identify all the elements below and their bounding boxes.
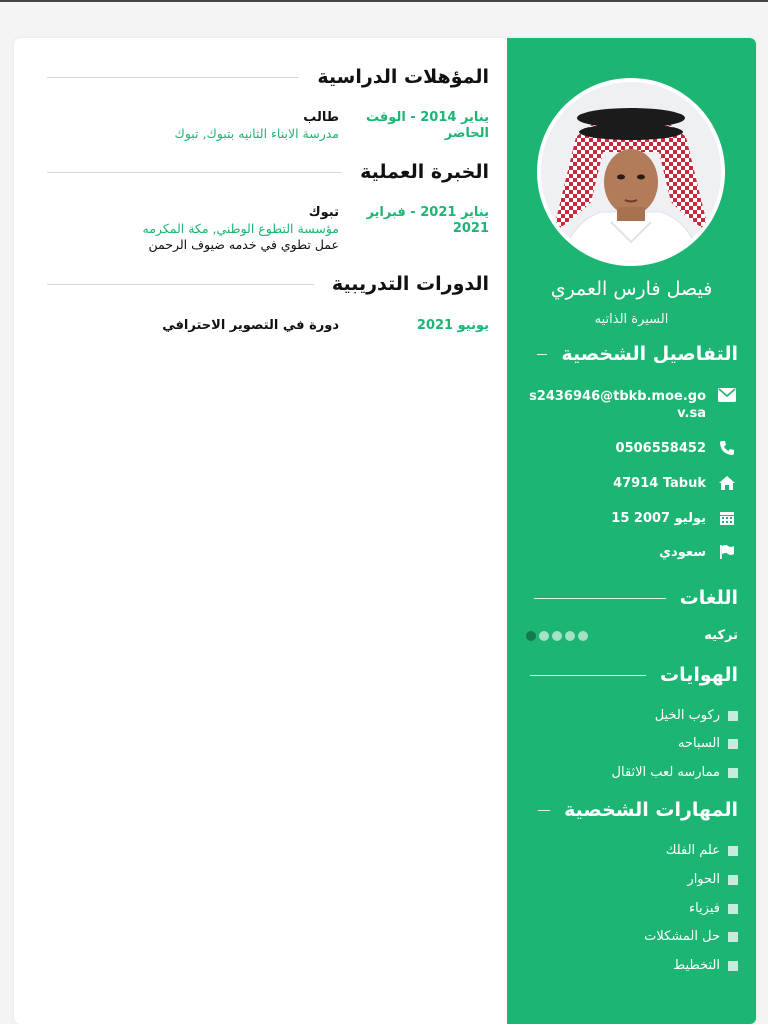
course-title: دورة في التصوير الاحترافي — [162, 318, 339, 333]
skill-item — [644, 929, 738, 944]
personal-details-heading — [537, 343, 738, 365]
person-name: فيصل فارس العمري — [550, 278, 713, 300]
skill-item — [666, 843, 738, 858]
bullet-square — [728, 961, 738, 971]
level-dot — [526, 631, 536, 641]
education-place: مدرسة الابناء الثانيه بتبوك, تبوك — [174, 126, 339, 141]
skill-label: التخطيط — [673, 958, 720, 973]
home-icon — [716, 475, 738, 491]
skill-label: الحوار — [687, 872, 720, 887]
experience-description: عمل تطوي في خدمه ضيوف الرحمن — [148, 237, 339, 252]
nationality-row — [526, 544, 738, 561]
language-name: تركيه — [704, 628, 738, 643]
heading-divider — [530, 675, 646, 676]
skills-heading-text: المهارات الشخصية — [564, 799, 738, 821]
skill-item — [687, 872, 738, 887]
education-title: طالب — [303, 110, 339, 125]
education-heading-text: المؤهلات الدراسية — [317, 66, 489, 88]
level-dot — [578, 631, 588, 641]
education-body — [44, 110, 339, 142]
heading-divider — [47, 284, 314, 285]
top-border — [0, 0, 768, 2]
level-dot — [565, 631, 575, 641]
skill-label: علم الفلك — [665, 843, 720, 858]
experience-date: يناير 2021 - فبراير 2021 — [366, 205, 489, 236]
skill-item — [673, 958, 738, 973]
resume-sheet — [14, 38, 756, 1024]
envelope-icon — [716, 388, 738, 402]
hobby-label: السباحه — [677, 736, 720, 751]
courses-heading-text: الدورات التدريبية — [331, 273, 489, 295]
hobby-item — [612, 765, 738, 780]
hobby-item — [678, 736, 738, 751]
hobbies-heading-text: الهوايات — [660, 664, 738, 686]
nationality-value: سعودي — [659, 545, 706, 560]
languages-heading — [534, 587, 738, 609]
course-date: يونيو 2021 — [416, 318, 489, 333]
profile-photo — [541, 82, 721, 262]
languages-heading-text: اللغات — [679, 587, 738, 609]
phone-value: 0506558452 — [615, 441, 706, 456]
level-dot — [552, 631, 562, 641]
birthdate-row — [526, 510, 738, 527]
experience-body — [44, 205, 339, 253]
bullet-square — [728, 739, 738, 749]
bullet-square — [728, 711, 738, 721]
sidebar — [507, 38, 756, 1024]
address-row — [526, 475, 738, 492]
language-row — [526, 628, 738, 643]
experience-entry — [44, 205, 489, 253]
hobby-label: ممارسه لعب الاثقال — [611, 765, 720, 780]
personal-details-heading-text: التفاصيل الشخصية — [561, 343, 738, 365]
bullet-square — [728, 904, 738, 914]
heading-divider — [534, 598, 666, 599]
skill-item — [689, 901, 738, 916]
education-entry — [44, 110, 489, 142]
phone-row — [526, 440, 738, 457]
bullet-square — [728, 932, 738, 942]
skill-label: فيزياء — [688, 901, 720, 916]
bullet-square — [728, 846, 738, 856]
bullet-square — [728, 875, 738, 885]
address-value: 47914 Tabuk — [613, 476, 706, 491]
heading-divider — [537, 354, 547, 355]
heading-divider — [538, 810, 550, 811]
experience-heading-text: الخبرة العملية — [360, 161, 489, 183]
main-content — [14, 38, 507, 1024]
calendar-icon — [716, 510, 738, 526]
hobby-item — [655, 708, 738, 723]
skill-label: حل المشكلات — [644, 929, 720, 944]
hobbies-heading — [530, 664, 738, 686]
bullet-square — [728, 768, 738, 778]
experience-heading — [47, 161, 489, 183]
course-body — [44, 318, 339, 334]
skills-heading — [538, 799, 738, 821]
level-dot — [539, 631, 549, 641]
language-level-dots — [526, 631, 588, 641]
person-title: السيرة الذاتيه — [594, 312, 669, 327]
hobby-label: ركوب الخيل — [654, 708, 720, 723]
education-heading — [47, 66, 489, 88]
experience-org: مؤسسة التطوع الوطني, مكة المكرمه — [142, 221, 339, 236]
experience-title: تبوك — [308, 205, 339, 220]
heading-divider — [47, 172, 342, 173]
email-value: s2436946@tbkb.moe.gov.sa — [529, 389, 706, 421]
course-entry — [44, 318, 489, 334]
courses-heading — [47, 273, 489, 295]
heading-divider — [47, 77, 299, 78]
education-date: يناير 2014 - الوقت الحاضر — [366, 110, 489, 141]
profile-photo-frame — [537, 78, 725, 266]
email-row — [526, 388, 738, 422]
birthdate-value: 15 يوليو 2007 — [611, 511, 706, 526]
flag-icon — [716, 544, 738, 560]
phone-icon — [716, 440, 738, 456]
